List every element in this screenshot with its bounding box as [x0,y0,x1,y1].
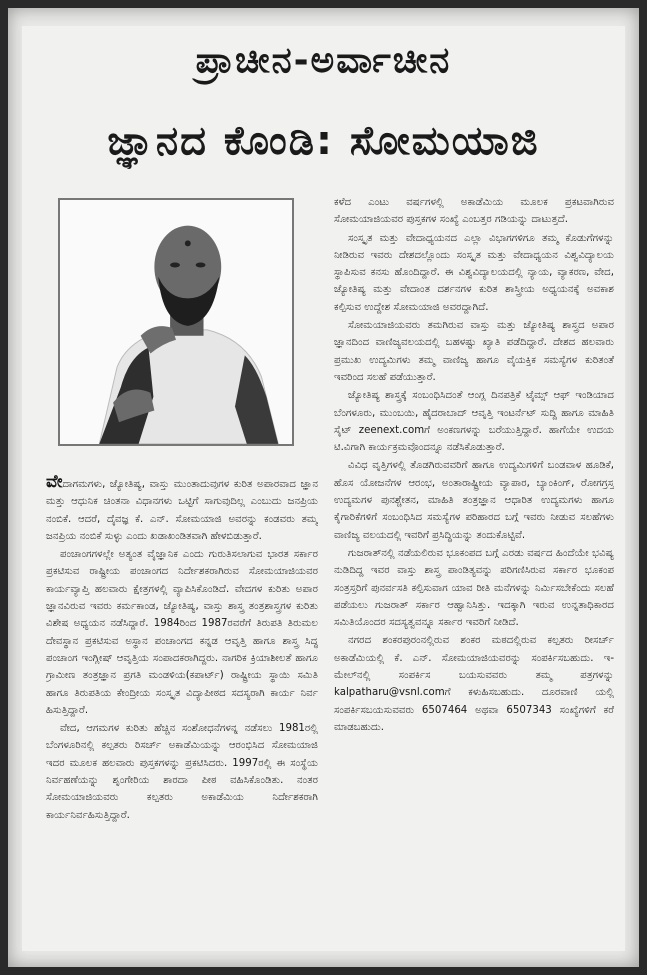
paragraph-5: ಸಂಸ್ಕೃತ ಮತ್ತು ವೇದಾಧ್ಯಯನದ ಎಲ್ಲಾ ವಿಭಾಗಗಳಿಗೂ ತಮ್ಮ ಕೊಡುಗೆಗಳನ್ನು ನೀಡಿರುವ ಇವರು ದೇಶದಲ್ಲೊಂದು ಸಂಸ್ಕೃತ ಮತ್ತು ವೇದಾಧ್ಯಯನ ವಿಶ್ವವಿದ್ಯಾಲಯ ಸ್ಥಾಪಿಸುವ ಕನಸು ಹೊಂದಿದ್ದಾರೆ. ಈ ವಿಶ್ವವಿದ್ಯಾಲಯದಲ್ಲಿ ನ್ಯಾಯ, ವ್ಯಾಕರಣ, ವೇದ, ಜ್ಯೋತಿಷ್ಯ ಮತ್ತು ವೇದಾಂತ ದರ್ಶನಗಳ ಕುರಿತ ಶಾಸ್ತ್ರೀಯ ಅಧ್ಯಯನಕ್ಕೆ ಅವಕಾಶ ಕಲ್ಪಿಸುವ ಉದ್ದೇಶ ಸೋಮಯಾಜಿ ಅವರದ್ದಾಗಿದೆ. [334,232,614,313]
scanned-page [8,8,639,967]
portrait-photo [58,198,294,446]
paragraph-6: ಸೋಮಯಾಜಿಯವರು ತಮಗಿರುವ ವಾಸ್ತು ಮತ್ತು ಜ್ಯೋತಿಷ್ಯ ಶಾಸ್ತ್ರದ ಅಪಾರ ಜ್ಞಾನದಿಂದ ವಾಣಿಜ್ಯವಲಯದಲ್ಲಿ ಬಹಳಷ್ಟು ಖ್ಯಾತಿ ಪಡೆದಿದ್ದಾರೆ. ದೇಶದ ಹಲವಾರು ಪ್ರಮುಖ ಉದ್ಯಮಿಗಳು ತಮ್ಮ ವಾಣಿಜ್ಯ ಹಾಗೂ ವೈಯಕ್ತಿಕ ಸಮಸ್ಯೆಗಳ ಕುರಿತಂತೆ ಇವರಿಂದ ಸಲಹೆ ಪಡೆಯುತ್ತಾರೆ. [334,320,614,383]
paragraph-1 [46,474,318,545]
article-column-right [334,194,614,942]
newspaper-clipping [22,26,625,951]
headline-line-1: ಪ್ರಾಚೀನ-ಅರ್ವಾಚೀನ [195,40,452,81]
paragraph-10: ನಗರದ ಶಂಕರಪುರಂನಲ್ಲಿರುವ ಶಂಕರ ಮಠದಲ್ಲಿರುವ ಕಲ್ಪತರು ರೀಸರ್ಚ್ ಅಕಾಡೆಮಿಯಲ್ಲಿ ಕೆ. ಎನ್. ಸೋಮಯಾಜಿಯವರನ್ನು ಸಂಪರ್ಕಿಸಬಹುದು. ಇ-ಮೇಲ್‌ನಲ್ಲಿ ಸಂಪರ್ಕಿಸ ಬಯಸುವವರು ತಮ್ಮ ಪತ್ರಗಳನ್ನು kalpatharu@vsnl.comಗೆ ಕಳುಹಿಸಬಹುದು. ದೂರವಾಣಿ ಯಲ್ಲಿ ಸಂಪರ್ಕಿಸಬಯಸುವವರು 6507464 ಅಥವಾ 6507343 ಸಂಖ್ಯೆಗಳಿಗೆ ಕರೆ ಮಾಡಬಹುದು. [334,635,614,733]
paragraph-3: ವೇದ, ಆಗಮಗಳ ಕುರಿತು ಹೆಚ್ಚಿನ ಸಂಶೋಧನೆಗಳನ್ನ ನಡೆಸಲು 1981ರಲ್ಲಿ ಬೆಂಗಳೂರಿನಲ್ಲಿ ಕಲ್ಪತರು ರಿಸರ್ಚ್ ಅಕಾಡೆಮಿಯನ್ನು ಆರಂಭಿಸಿದ ಸೋಮಯಾಜಿ ಇದರ ಮೂಲಕ ಹಲವಾರು ಪುಸ್ತಕಗಳನ್ನು ಪ್ರಕಟಿಸಿದರು. 1997ರಲ್ಲಿ ಈ ಸಂಸ್ಥೆಯ ನಿರ್ವಹಣೆಯನ್ನು ಶೃಂಗೇರಿಯ ಶಾರದಾ ಪೀಠ ವಹಿಸಿಕೊಂಡಿತು. ನಂತರ ಸೋಮಯಾಜಿಯವರು ಕಲ್ಪತರು ಅಕಾಡೆಮಿಯ ನಿರ್ದೇಶಕರಾಗಿ ಕಾರ್ಯನಿರ್ವಹಿಸುತ್ತಿದ್ದಾರೆ. [46,723,318,821]
paragraph-8: ವಿವಿಧ ವೃತ್ತಿಗಳಲ್ಲಿ ತೊಡಗಿರುವವರಿಗೆ ಹಾಗೂ ಉದ್ಯಮಿಗಳಿಗೆ ಬಂಡವಾಳ ಹೂಡಿಕೆ, ಹೊಸ ಯೋಜನೆಗಳ ಆರಂಭ, ಅಂತಾರಾಷ್ಟ್ರೀಯ ವ್ಯಾಪಾರ, ಬ್ಯಾಂಕಿಂಗ್, ರೋಗಗ್ರಸ್ತ ಉದ್ಯಮಗಳ ಪುನಶ್ಚೇತನ, ಮಾಹಿತಿ ತಂತ್ರಜ್ಞಾನ ಆಧಾರಿತ ಉದ್ಯಮಗಳು ಹಾಗೂ ಕೈಗಾರಿಕೆಗಳಿಗೆ ಸಂಬಂಧಿಸಿದ ಸಮಸ್ಯೆಗಳ ಪರಿಹಾರದ ಬಗ್ಗೆ ಇವರು ನೀಡುವ ಸಲಹೆಗಳು ವಾಣಿಜ್ಯ ವಲಯದಲ್ಲಿ ಇವರಿಗೆ ಪ್ರಸಿದ್ಧಿಯನ್ನು ತಂದುಕೊಟ್ಟಿವೆ. [334,460,614,541]
paragraph-1-text: ದಾಗಮಗಳು, ಜ್ಯೋತಿಷ್ಯ, ವಾಸ್ತು ಮುಂತಾದುವುಗಳ ಕುರಿತ ಅಪಾರವಾದ ಜ್ಞಾನ ಮತ್ತು ಆಧುನಿಕ ಚಿಂತನಾ ವಿಧಾನಗಳು ಒಟ್ಟಿಗೆ ಸಾಗುವುದಿಲ್ಲ ಎಂಬುದು ಜನಪ್ರಿಯ ನಂಬಿಕೆ. ಆದರೆ, ದೈವಜ್ಞ ಕೆ. ಎನ್. ಸೋಮಯಾಜಿ ಅವರನ್ನು ಕಂಡವರು ತಮ್ಮ ಜನಪ್ರಿಯ ನಂಬಿಕೆ ಸುಳ್ಳು ಎಂದು ಖಡಾಖಂಡಿತವಾಗಿ ಹೇಳಬಿಡುತ್ತಾರೆ. [46,479,318,542]
paragraph-4: ಕಳೆದ ಎಂಟು ವರ್ಷಗಳಲ್ಲಿ ಅಕಾಡೆಮಿಯ ಮೂಲಕ ಪ್ರಕಟವಾಗಿರುವ ಸೋಮಯಾಜಿಯವರ ಪುಸ್ತಕಗಳ ಸಂಖ್ಯೆ ಎಂಬತ್ತರ ಗಡಿಯನ್ನು ದಾಟುತ್ತದೆ. [334,197,614,226]
paragraph-7: ಜ್ಯೋತಿಷ್ಯ ಶಾಸ್ತ್ರಕ್ಕೆ ಸಂಬಂಧಿಸಿದಂತೆ ಆಂಗ್ಲ ದಿನಪತ್ರಿಕೆ ಟೈಮ್ಸ್ ಆಫ್ ಇಂಡಿಯಾದ ಬೆಂಗಳೂರು, ಮುಂಬಯಿ, ಹೈದರಾಬಾದ್ ಆವೃತ್ತಿ ಇಂಟರ್ನೆಟ್ ಸುದ್ದಿ ಹಾಗೂ ಮಾಹಿತಿ ಸೈಟ್ zeenext.comಗೆ ಅಂಕಣಗಳನ್ನು ಬರೆಯುತ್ತಿದ್ದಾರೆ. ಹಾಗೆಯೇ ಉದಯ ಟಿ.ವಿಗಾಗಿ ಕಾರ್ಯಕ್ರಮವೊಂದನ್ನೂ ನಡೆಸಿಕೊಡುತ್ತಾರೆ. [334,390,614,454]
drop-cap: ವೇ [46,474,63,492]
headline-line-2: ಜ್ಞಾನದ ಕೊಂಡಿ: ಸೋಮಯಾಜಿ [107,118,540,164]
article-column-left [46,474,318,940]
paragraph-2: ಪಂಚಾಂಗಗಳಲ್ಲೇ ಅತ್ಯಂತ ವೈಜ್ಞಾನಿಕ ಎಂದು ಗುರುತಿಸಲಾಗುವ ಭಾರತ ಸರ್ಕಾರ ಪ್ರಕಟಿಸುವ ರಾಷ್ಟ್ರೀಯ ಪಂಚಾಂಗದ ನಿರ್ದೇಶಕರಾಗಿರುವ ಸೋಮಯಾಜಿಯವರ ಕಾರ್ಯವ್ಯಾಪ್ತಿ ಹಲವಾರು ಕ್ಷೇತ್ರಗಳಲ್ಲಿ ವ್ಯಾಪಿಸಿಕೊಂಡಿದೆ. ವೇದಗಳ ಕುರಿತು ಅಪಾರ ಜ್ಞಾನವಿರುವ ಇವರು ಕರ್ಮಕಾಂಡ, ಜ್ಯೋತಿಷ್ಯ, ವಾಸ್ತು ಶಾಸ್ತ್ರ ತಂತ್ರಶಾಸ್ತ್ರಗಳ ಕುರಿತು ವಿಶೇಷ ಅಧ್ಯಯನ ನಡೆಸಿದ್ದಾರೆ. 1984ರಿಂದ 1987ರವರೆಗೆ ತಿರುಪತಿ ತಿರುಮಲ ದೇವಸ್ಥಾನ ಪ್ರಕಟಿಸುವ ಅಸ್ಥಾನ ಪಂಚಾಂಗದ ಕನ್ನಡ ಆವೃತ್ತಿ ಹಾಗೂ ಶಾಸ್ತ್ರ ಸಿದ್ಧ ಪಂಚಾಂಗ ಇಂಗ್ಲೀಷ್ ಆವೃತ್ತಿಯ ಸಂಪಾದಕರಾಗಿದ್ದರು. ನಾಗರಿಕ ಕ್ರಿಯಾಶೀಲತೆ ಹಾಗೂ ಗ್ರಾಮೀಣ ತಂತ್ರಜ್ಞಾನ ಪ್ರಗತಿ ಮಂಡಳಿಯ(ಕಪಾರ್ಟ್) ರಾಷ್ಟ್ರೀಯ ಸ್ಥಾಯಿ ಸಮಿತಿ ಹಾಗೂ ತಿರುಪತಿಯ ಕೇಂದ್ರೀಯ ಸಂಸ್ಕೃತ ವಿದ್ಯಾಪೀಠದ ಸದಸ್ಯರಾಗಿ ಕಾರ್ಯ ನಿರ್ವ ಹಿಸುತ್ತಿದ್ದಾರೆ. [46,549,318,716]
portrait-illustration [60,200,292,444]
paragraph-9: ಗುಜರಾತ್‌ನಲ್ಲಿ ನಡೆಯಲಿರುವ ಭೂಕಂಪದ ಬಗ್ಗೆ ಎರಡು ವರ್ಷದ ಹಿಂದೆಯೇ ಭವಿಷ್ಯ ನುಡಿದಿದ್ದ ಇವರ ವಾಸ್ತು ಶಾಸ್ತ್ರ ಪಾಂಡಿತ್ಯವನ್ನು ಪರಿಗಣಿಸಿರುವ ಸರ್ಕಾರ ಭೂಕಂಪ ಸಂತ್ರಸ್ತರಿಗೆ ಪುನರ್ವಸತಿ ಕಲ್ಪಿಸುವಾಗ ಯಾವ ರೀತಿ ಮನೆಗಳನ್ನು ನಿರ್ಮಿಸಬೇಕೆಂದು ಸಲಹೆ ಪಡೆಯಲು ಗುಜರಾತ್ ಸರ್ಕಾರ ಆಹ್ವಾನಿಸಿತ್ತು. ಇದಕ್ಕಾಗಿ ಇರುವ ಉನ್ನತಾಧಿಕಾರದ ಸಮಿತಿಯೊಂದರ ಸದಸ್ಯತ್ವವನ್ನೂ ಸರ್ಕಾರ ಇವರಿಗೆ ನೀಡಿದೆ. [334,547,614,629]
